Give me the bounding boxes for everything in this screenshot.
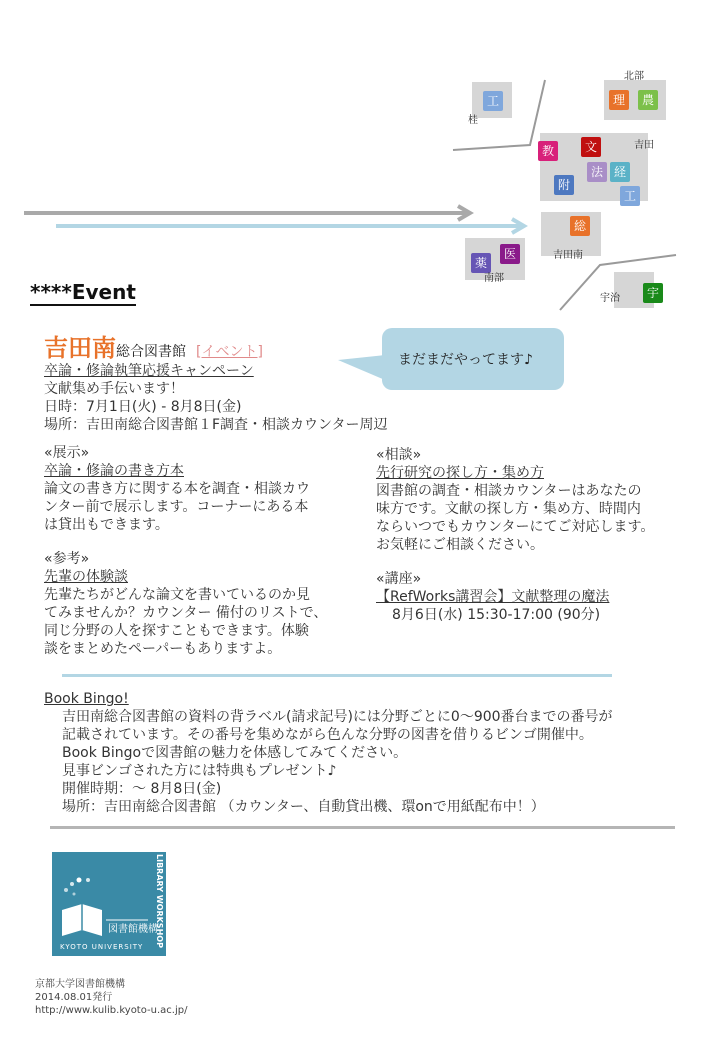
event-tag: [イベント] xyxy=(196,344,263,360)
yoshida-eng-tile[interactable]: 工 xyxy=(620,186,640,206)
consult-line: お気軽にご相談ください。 xyxy=(376,537,544,553)
uji-label: 宇治 xyxy=(600,293,620,304)
katsura-eng-tile[interactable]: 工 xyxy=(483,91,503,111)
exhibit-line: は貸出もできます。 xyxy=(44,517,169,533)
library-name-small: 総合図書館 xyxy=(116,344,186,360)
logo-name: 図書館機構 xyxy=(108,924,158,935)
hokubu-agr-tile[interactable]: 農 xyxy=(638,90,658,110)
exhibit-tag: «展示» xyxy=(44,445,90,461)
bingo-line: Book Bingoで図書館の魅力を体感してみてください。 xyxy=(62,745,408,761)
campaign-title: 卒論・修論執筆応援キャンペーン xyxy=(44,363,254,379)
logo-university: KYOTO UNIVERSITY xyxy=(60,943,144,951)
nanbu-label: 南部 xyxy=(484,273,504,284)
consult-line: 図書館の調査・相談カウンターはあなたの xyxy=(376,483,642,499)
consult-line: ならいつでもカウンターにてご対応します。 xyxy=(376,519,655,535)
bingo-line: 開催時期：～ 8月8日(金) xyxy=(62,781,222,797)
bubble-tail xyxy=(330,350,390,390)
bingo-line: 見事ビンゴされた方には特典もプレゼント♪ xyxy=(62,763,337,779)
campaign-place: 場所：吉田南総合図書館１F調査・相談カウンター周辺 xyxy=(44,417,388,433)
hokubu-sci-tile[interactable]: 理 xyxy=(609,90,629,110)
integrated-tile[interactable]: 総 xyxy=(570,216,590,236)
campaign-date: 日時：7月1日(火) - 8月8日(金) xyxy=(44,399,242,415)
event-heading: ****Event xyxy=(30,280,136,304)
library-logo xyxy=(52,852,166,956)
bingo-line: 記載されています。その番号を集めながら色んな分野の図書を借りるビンゴ開催中。 xyxy=(62,727,593,743)
logo-vertical-text: LIBRARY WORKSHOP xyxy=(155,854,164,948)
law-tile[interactable]: 法 xyxy=(587,162,607,182)
footer-issued: 2014.08.01発行 xyxy=(35,992,113,1003)
econ-tile[interactable]: 経 xyxy=(610,162,630,182)
seminar-tag: «講座» xyxy=(376,571,422,587)
yoshida-label: 吉田 xyxy=(634,140,654,151)
letters-tile[interactable]: 文 xyxy=(581,137,601,157)
reference-tag: «参考» xyxy=(44,551,90,567)
pharm-tile[interactable]: 薬 xyxy=(471,253,491,273)
bottom-divider xyxy=(50,826,675,829)
hospital-tile[interactable]: 附 xyxy=(554,175,574,195)
library-name-big: 吉田南 xyxy=(44,334,116,362)
footer-url[interactable]: http://www.kulib.kyoto-u.ac.jp/ xyxy=(35,1005,188,1016)
consult-title: 先行研究の探し方・集め方 xyxy=(376,465,544,481)
bingo-title: Book Bingo! xyxy=(44,691,129,707)
section-divider xyxy=(62,674,612,677)
katsura-label: 桂 xyxy=(468,115,478,126)
consult-tag: «相談» xyxy=(376,447,422,463)
logo-graphic xyxy=(52,852,166,956)
uji-tile[interactable]: 宇 xyxy=(643,283,663,303)
reference-line: 談をまとめたペーパーもありますよ。 xyxy=(44,641,282,657)
reference-line: 同じ分野の人を探すこともできます。体験 xyxy=(44,623,309,639)
yoshida-minami-label: 吉田南 xyxy=(553,250,583,261)
exhibit-line: ンター前で展示します。コーナーにある本 xyxy=(44,499,309,515)
reference-title: 先輩の体験談 xyxy=(44,569,128,585)
footer-org: 京都大学図書館機構 xyxy=(35,979,125,990)
bingo-line: 場所：吉田南総合図書館 （カウンター、自動貸出機、環onで用紙配布中！） xyxy=(62,799,545,815)
hokubu-label: 北部 xyxy=(624,71,644,82)
bingo-line: 吉田南総合図書館の資料の背ラベル(請求記号)には分野ごとに0～900番台までの番号が xyxy=(62,709,613,725)
med-tile[interactable]: 医 xyxy=(500,244,520,264)
reference-line: てみませんか？カウンター 備付のリストで、 xyxy=(44,605,328,621)
consult-line: 味方です。文献の探し方・集め方、時間内 xyxy=(376,501,641,517)
seminar-title: 【RefWorks講習会】文献整理の魔法 xyxy=(376,589,610,605)
edu-tile[interactable]: 教 xyxy=(538,141,558,161)
exhibit-line: 論文の書き方に関する本を調査・相談カウ xyxy=(44,481,310,497)
bubble-text: まだまだやってます♪ xyxy=(398,352,533,368)
exhibit-title: 卒論・修論の書き方本 xyxy=(44,463,184,479)
seminar-time: 8月6日(水) 15:30-17:00 (90分) xyxy=(392,607,601,623)
reference-line: 先輩たちがどんな論文を書いているのか見 xyxy=(44,587,310,603)
campaign-subtitle: 文献集め手伝います！ xyxy=(44,381,184,397)
